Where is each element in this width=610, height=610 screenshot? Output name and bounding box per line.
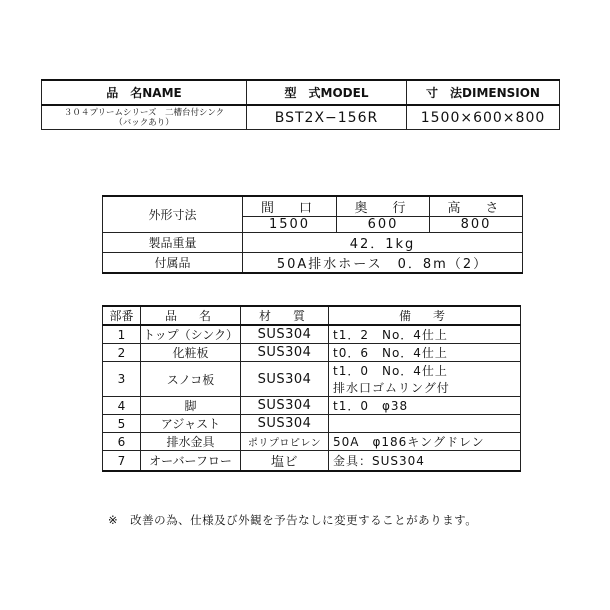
parts-table [102, 305, 521, 472]
part-remarks: 50A φ186キングドレン [329, 433, 521, 451]
part-remarks-line2: 排水口ゴムリング付 [333, 381, 450, 395]
parts-header-name: 品 名 [141, 306, 241, 325]
part-name: 化粧板 [141, 344, 241, 362]
part-material: 塩ビ [241, 451, 329, 472]
table-row [103, 415, 521, 433]
part-remarks: t1．0 φ38 [329, 397, 521, 415]
height-value: 800 [430, 217, 523, 233]
part-no: 5 [103, 415, 141, 433]
part-remarks: t0．6 No．4仕上 [329, 344, 521, 362]
dimension-value: 1500×600×800 [407, 105, 560, 130]
width-label: 間 口 [243, 196, 337, 217]
part-remarks: 金具：SUS304 [329, 451, 521, 472]
part-remarks-line1: t1．0 No．4仕上 [333, 364, 448, 378]
product-name-line1: ３０４プリームシリーズ 二槽台付シンク [63, 107, 225, 118]
width-value: 1500 [243, 217, 337, 233]
parts-header-remarks: 備 考 [329, 306, 521, 325]
product-name [42, 105, 247, 130]
depth-label: 奥 行 [337, 196, 430, 217]
part-no: 2 [103, 344, 141, 362]
spec-table [102, 195, 523, 274]
parts-header-no: 部番 [103, 306, 141, 325]
table-row [103, 362, 521, 397]
part-no: 6 [103, 433, 141, 451]
height-label: 高 さ [430, 196, 523, 217]
part-material: ポリプロピレン [241, 433, 329, 451]
footnote: ※ 改善の為、仕様及び外観を予告なしに変更することがあります。 [108, 513, 478, 527]
weight-value: 42．1kg [243, 233, 523, 253]
table-row [103, 451, 521, 472]
parts-header-material: 材 質 [241, 306, 329, 325]
header-name-label: 品 名NAME [42, 80, 247, 105]
part-remarks: t1．2 No．4仕上 [329, 325, 521, 344]
part-no: 7 [103, 451, 141, 472]
depth-value: 600 [337, 217, 430, 233]
part-no: 1 [103, 325, 141, 344]
part-name: 脚 [141, 397, 241, 415]
part-material: SUS304 [241, 415, 329, 433]
table-row [103, 325, 521, 344]
part-material: SUS304 [241, 362, 329, 397]
header-table [41, 79, 560, 130]
part-material: SUS304 [241, 325, 329, 344]
table-row [103, 433, 521, 451]
part-name: 排水金具 [141, 433, 241, 451]
part-name: オーバーフロー [141, 451, 241, 472]
part-no: 4 [103, 397, 141, 415]
part-remarks [329, 362, 521, 397]
part-no: 3 [103, 362, 141, 397]
product-name-line2: （バックあり） [114, 117, 174, 128]
part-name: アジャスト [141, 415, 241, 433]
part-material: SUS304 [241, 397, 329, 415]
weight-label: 製品重量 [103, 233, 243, 253]
model-value: BST2X−156R [247, 105, 407, 130]
outer-dimension-label: 外形寸法 [103, 196, 243, 233]
accessory-value: 50A排水ホース 0．8m（2） [243, 253, 523, 274]
part-material: SUS304 [241, 344, 329, 362]
accessory-label: 付属品 [103, 253, 243, 274]
header-model-label: 型 式MODEL [247, 80, 407, 105]
table-row [103, 344, 521, 362]
part-name: トップ（シンク） [141, 325, 241, 344]
table-row [103, 397, 521, 415]
header-dimension-label: 寸 法DIMENSION [407, 80, 560, 105]
part-name: スノコ板 [141, 362, 241, 397]
part-remarks [329, 415, 521, 433]
